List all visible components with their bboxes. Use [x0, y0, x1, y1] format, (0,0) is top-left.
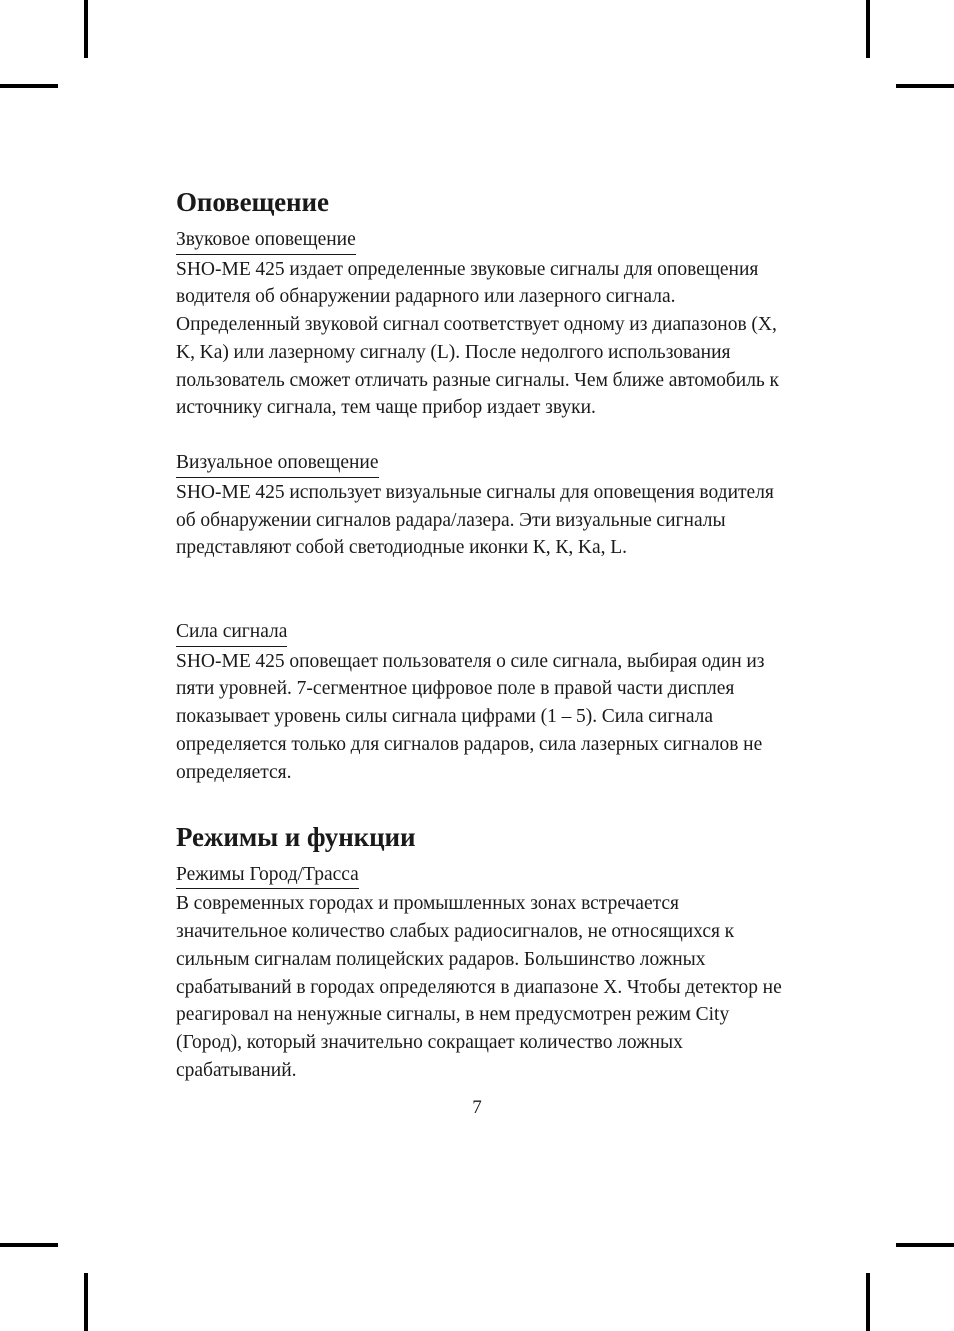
crop-mark-top-left-horizontal — [0, 84, 58, 88]
paragraph-signal-strength: SHO-ME 425 оповещает пользователя о силе сигнала, выбирая один из пяти уровней. 7-сегментное цифровое поле в правой части дисплея показывает уровень силы сигнала цифрами (1 – 5). Сила сигнала определяется только для сигналов радаров, сила лазерных сигналов не определяется. — [176, 650, 765, 783]
crop-mark-bottom-right-vertical — [866, 1273, 870, 1331]
page-number: 7 — [472, 1097, 482, 1118]
section-heading-modes-and-functions: Режимы и функции — [176, 821, 416, 852]
paragraph-city-highway-modes: В современных городах и промышленных зонах встречается значительное количество слабых радиосигналов, не относящихся к сильным сигналам полицейских радаров. Большинство ложных срабатываний в городах определяются в диапазоне X. Чтобы детектор не реагировал на ненужные сигналы, в нем предусмотрен режим City (Город), который значительно сокращает количество ложных срабатываний. — [176, 893, 782, 1081]
paragraph-spacer — [176, 422, 792, 449]
subheading-audio-alert-wrap — [176, 226, 792, 255]
crop-mark-top-right-horizontal — [896, 84, 954, 88]
paragraph-visual-alert: SHO-ME 425 использует визуальные сигналы для оповещения водителя об обнаружении сигналов радара/лазера. Эти визуальные сигналы представляют собой светодиодные иконки К, К, Ka, L. — [176, 481, 774, 559]
crop-mark-bottom-left-horizontal — [0, 1243, 58, 1247]
subheading-audio-alert: Звуковое оповещение — [176, 226, 356, 255]
section-heading-alerts: Оповещение — [176, 187, 329, 217]
crop-mark-top-left-vertical — [84, 0, 88, 58]
paragraph-audio-alert: SHO-ME 425 издает определенные звуковые сигналы для оповещения водителя об обнаружении радарного или лазерного сигнала. Определенный звуковой сигнал соответствует одному из диапазонов (X, K, Ka) или лазерному сигналу (L). После недолгого использования пользователь сможет отличать разные сигналы. Чем ближе автомобиль к источнику сигнала, тем чаще прибор издает звуки. — [176, 258, 779, 419]
subheading-city-highway-wrap — [176, 861, 792, 890]
crop-mark-bottom-right-horizontal — [896, 1243, 954, 1247]
subheading-visual-alert: Визуальное оповещение — [176, 449, 379, 478]
page-content — [176, 186, 792, 1085]
crop-mark-bottom-left-vertical — [84, 1273, 88, 1331]
paragraph-spacer-large — [176, 562, 792, 618]
subheading-city-highway-modes: Режимы Город/Трасса — [176, 861, 359, 890]
subheading-signal-strength-wrap — [176, 618, 792, 647]
crop-mark-top-right-vertical — [866, 0, 870, 58]
subheading-signal-strength: Сила сигнала — [176, 618, 287, 647]
subheading-visual-alert-wrap — [176, 449, 792, 478]
